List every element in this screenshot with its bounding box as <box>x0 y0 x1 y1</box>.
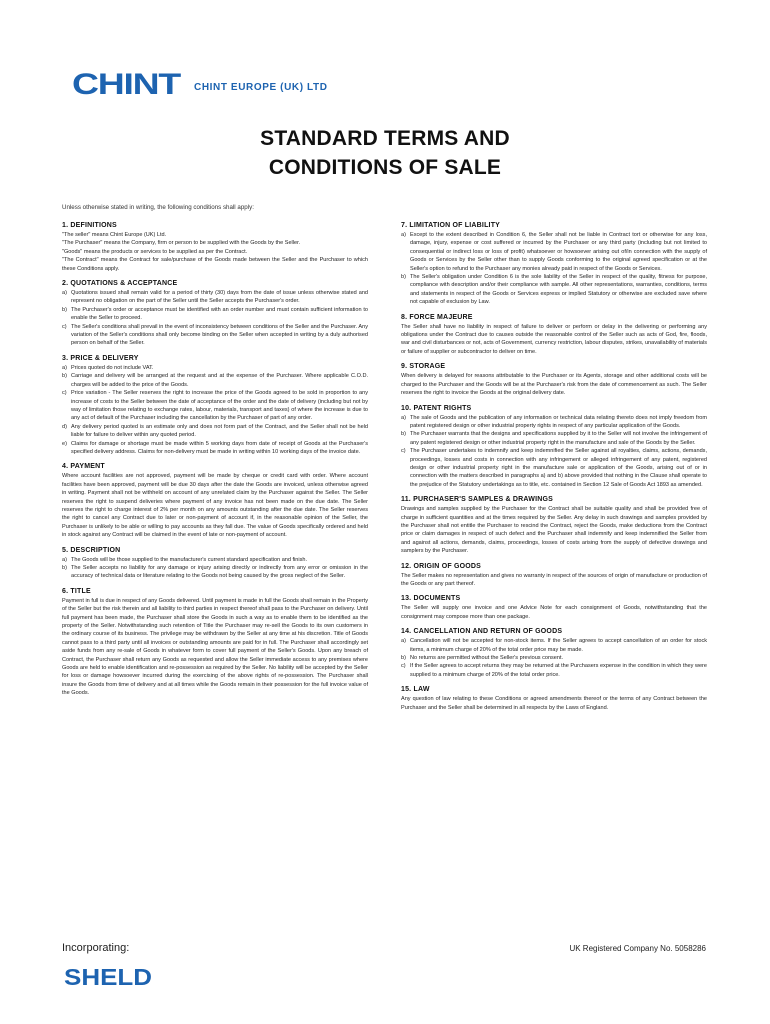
clause-section <box>62 280 368 348</box>
clause-section <box>401 595 707 621</box>
clause-list <box>401 414 707 490</box>
clause-paragraph: When delivery is delayed for reasons attributable to the Purchaser or its Agents, storage and other additional costs will be charged to the Purchaser and the Goods will be at the Purchaser's risk from the date of commencement as such. The Seller reserves the right to invoice the Goods at the original delivery date. <box>401 373 707 397</box>
clause-section <box>401 363 707 397</box>
clause-item-text: Cancellation will not be accepted for non-stock items. If the Seller agrees to accept cancellation of an order for stock items, a minimum charge of 20% of the total order price may be made. <box>410 638 707 653</box>
clause-item-marker: c) <box>401 663 406 670</box>
title-line-1: STANDARD TERMS AND <box>260 127 510 150</box>
title-line-2: CONDITIONS OF SALE <box>268 156 502 179</box>
clause-item-text: The Seller accepts no liability for any damage or injury arising directly or indirectly from any error or omission in the accuracy of technical data or literature relating to the Goods not being caused by the gross neglect of the Seller. <box>71 565 368 580</box>
clause-heading: 6. TITLE <box>62 587 91 595</box>
clause-heading: 4. PAYMENT <box>62 463 105 471</box>
registration-number: UK Registered Company No. 5058286 <box>569 944 706 953</box>
clause-heading: 10. PATENT RIGHTS <box>401 404 472 412</box>
clause-item-text: The Goods will be those supplied to the manufacturer's current standard specification and finish. <box>71 556 308 563</box>
clause-item-text: The Seller's obligation under Condition 6 is the sole liability of the Seller in respect of the quality, fitness for purpose, compliance with description and/or their compliance with sample. All other representations, warranties, conditions, terms and statements in respect of the Goods or Services express or implied Statutory or otherwise are excluded save where not capable of exclusion by Law. <box>410 274 707 306</box>
clause-section <box>401 405 707 490</box>
clause-heading: 1. DEFINITIONS <box>62 222 117 229</box>
document-title <box>0 124 770 182</box>
clause-item-marker: a) <box>62 364 67 371</box>
clause-item-text: If the Seller agrees to accept returns they may be returned at the Purchasers expense in the condition in which they were supplied to a minimum charge of 20% of the total order price. <box>410 663 707 678</box>
clause-item-text: The Seller's conditions shall prevail in the event of inconsistency between conditions of the Seller and the Purchaser. Any variation of the Seller's conditions shall only become binding on the Seller when accepted in writing by a duly authorised person on behalf of the Seller. <box>71 323 368 347</box>
page-footer <box>62 942 706 994</box>
clause-paragraph: "The Contract" means the Contract for sale/purchase of the Goods made between the Seller and the Purchaser to which these Conditions apply. <box>62 257 368 272</box>
clause-item <box>62 306 368 323</box>
clause-list <box>62 289 368 348</box>
company-name: CHINT EUROPE (UK) LTD <box>194 82 328 93</box>
page-header <box>72 68 712 104</box>
clause-section <box>401 222 707 307</box>
clause-item <box>62 423 368 440</box>
clause-item-text: Quotations issued shall remain valid for a period of thirty (30) days from the date of issue unless otherwise stated and represent no obligation on the part of the Seller until the Seller accepts the Purchaser's order. <box>71 290 368 305</box>
clause-item-marker: b) <box>62 565 67 571</box>
clause-paragraph: The Seller makes no representation and gives no warranty in respect of the sources of origin of manufacture or production of the Goods or any part thereof. <box>401 572 707 587</box>
svg-text:SHELD: SHELD <box>64 964 152 988</box>
clause-section <box>62 355 368 456</box>
clause-item-text: Except to the extent described in Condition 6, the Seller shall not be liable in Contract tort or otherwise for any loss, damage, injury, expense or cost suffered or incurred by the Purchaser or any third party (including but not limited to consequential or indirect loss or loss of profit) whatsoever or howsoever arising out of/in connection with the supply of Goods or Services by the Seller other than to supply Goods conforming to the original agreed specification or at the Seller's option to refund to the Purchaser any monies already paid in respect of the Goods or Services. <box>410 232 707 272</box>
right-column <box>401 222 707 719</box>
clause-item-text: Carriage and delivery will be arranged at the request and at the expense of the Purchaser. Where applicable C.O.D. charges will be added to the price of the Goods. <box>71 373 368 388</box>
clause-item-marker: a) <box>401 414 406 421</box>
clause-heading: 3. PRICE & DELIVERY <box>62 354 139 362</box>
clause-section <box>62 588 368 698</box>
clause-list <box>62 556 368 581</box>
clause-heading: 13. DOCUMENTS <box>401 595 461 603</box>
clause-item <box>62 323 368 348</box>
clause-item <box>401 273 707 307</box>
clause-item <box>401 231 707 273</box>
clause-item-text: The sale of Goods and the publication of any information or technical data relating thereto does not imply freedom from patent registered design or other industrial property rights in respect of any particular application of the Goods. <box>410 414 707 429</box>
clause-paragraph: Any question of law relating to these Conditions or agreed amendments thereof or the terms of any Contract between the Purchaser and the Seller shall be determined in all respects by the Laws of England. <box>401 696 707 711</box>
clause-heading: 15. LAW <box>401 686 430 694</box>
clause-section <box>401 496 707 555</box>
clause-section <box>401 563 707 589</box>
clause-section <box>62 547 368 581</box>
clause-section <box>62 463 368 539</box>
clause-item-text: Prices quoted do not include VAT. <box>71 364 154 371</box>
clause-heading: 12. ORIGIN OF GOODS <box>401 562 482 570</box>
clause-paragraph: "The Purchaser" means the Company, firm or person to be supplied with the Goods by the Seller. <box>62 240 301 247</box>
clause-heading: 2. QUOTATIONS & ACCEPTANCE <box>62 280 178 288</box>
clause-item <box>62 564 368 581</box>
clause-item <box>401 662 707 679</box>
clause-heading: 7. LIMITATION OF LIABILITY <box>401 222 501 229</box>
clause-item <box>62 289 368 306</box>
incorporating-label: Incorporating: <box>62 942 130 954</box>
clause-paragraph: "The seller" means Chint Europe (UK) Ltd. <box>62 232 167 238</box>
clause-item-marker: b) <box>62 373 67 380</box>
clause-item-marker: d) <box>62 423 67 430</box>
clause-paragraph: "Goods" means the products or services to be supplied as per the Contract. <box>62 248 248 255</box>
chint-logo <box>72 68 182 98</box>
clause-item <box>62 440 368 457</box>
clause-paragraph: The Seller will supply one invoice and one Advice Note for each consignment of Goods, notwithstanding that the consignment may compose more than one package. <box>401 605 707 620</box>
clause-heading: 9. STORAGE <box>401 363 446 371</box>
clause-heading: 5. DESCRIPTION <box>62 546 121 554</box>
clause-heading: 8. FORCE MAJEURE <box>401 313 473 321</box>
clause-paragraph: Where account facilities are not approved, payment will be made by cheque or credit card with order. Where account facilities have been approved, payment will be due 30 days after the date the Goods are invoiced, unless otherwise agreed in writing. Payment shall not be withheld on account of any unrelated claim by the Purchaser against the Seller. The Seller reserves the right to suspend deliveries where payment of any invoice has not been made on the due date. The Seller reserves the right to charge interest of 2% per month on any amounts outstanding after the due date. The Seller reserves the right to cancel any Contract due to later or non-payment of account if, in the reasonable opinion of the Seller, the Purchaser is unlikely to be able or willing to pay accounts as they fall due. The value of Goods specifically ordered and held in stock against any Contract will be claimed in the event of late or non-payment of account. <box>62 473 368 539</box>
clause-heading: 11. PURCHASER'S SAMPLES & DRAWINGS <box>401 496 553 504</box>
shield-logo <box>64 964 154 988</box>
clause-item-text: Price variation - The Seller reserves the right to increase the price of the Goods agreed to be sold in proportion to any increase of costs to the Seller between the date of acceptance of the order and the date of delivery (including but not by way of limitation those relating to exchange rates, labour, materials, transport and taxes) of where the increase is due to any act of default of the Purchaser including the cancellation by the Purchaser of part of any order. <box>71 390 368 422</box>
clause-heading: 14. CANCELLATION AND RETURN OF GOODS <box>401 628 563 636</box>
clause-section <box>401 628 707 679</box>
clause-item <box>62 389 368 423</box>
clause-item <box>401 654 707 662</box>
clause-item-marker: e) <box>62 440 67 447</box>
clause-section <box>401 686 707 712</box>
clause-item-text: No returns are permitted without the Seller's previous consent. <box>410 655 564 662</box>
clause-item-marker: c) <box>62 390 67 397</box>
clause-item <box>62 364 368 372</box>
svg-text:CHINT: CHINT <box>72 68 181 98</box>
clause-item-text: The Purchaser's order or acceptance must be identified with an order number and must contain sufficient information to enable the Seller to proceed. <box>71 306 368 322</box>
clause-item-marker: b) <box>401 274 406 281</box>
clause-item-marker: a) <box>401 638 406 645</box>
clause-paragraph: Payment in full is due in respect of any Goods delivered. Until payment is made in full the Goods shall remain in the Property of the Seller but the risk therein and all liability to third parties in respect thereof shall pass to the Purchaser on delivery. Until full payment has been made, the Purchaser shall store the Goods in such a way as to enable them to be identified as the property of the Seller. Notwithstanding such retention of Title the Purchaser may re-sell the Goods to its own customers in the ordinary course of its business. The privilege may be withdrawn by the Seller at any time at his discretion. Title of Goods cannot pass to a third party until all invoices or outstanding amounts are paid for in full. The Purchaser shall accordingly set aside funds from any re-sale of Goods in whatever form to cover full payment of the Seller's Goods. Upon any breach of Contract, the Purchaser shall return any Goods as requested and allow the Seller immediate access to any premises where Goods are held to enable identification and re-possession as required by the Seller. No liability will be accepted by the Seller for loss or damage howsoever incurred during the exercising of the above rights of re-possession. The Purchaser shall insure the Goods from time of delivery and at all times while the Goods remain in their possession for the full invoice value of the Goods. <box>62 597 368 697</box>
clause-item <box>62 556 368 564</box>
clause-item <box>62 372 368 389</box>
clause-item-marker: c) <box>62 323 67 330</box>
clause-list <box>62 364 368 456</box>
clause-item-marker: a) <box>62 556 67 563</box>
clause-item <box>401 430 707 447</box>
clause-list <box>401 231 707 307</box>
clause-list <box>401 637 707 679</box>
clause-item-marker: a) <box>62 290 67 297</box>
clause-section <box>401 314 707 357</box>
clause-item <box>401 637 707 654</box>
clause-item-marker: c) <box>401 448 406 455</box>
intro-text: Unless otherwise stated in writing, the following conditions shall apply: <box>62 204 254 211</box>
clause-item-marker: b) <box>401 431 406 438</box>
clause-item-marker: b) <box>62 306 67 313</box>
clause-paragraph: The Seller shall have no liability in respect of failure to deliver or perform or delay in the delivering or performing any obligations under the Contract due to causes outside the reasonable control of the Seller such as acts of God, fire, floods, war and civil disturbances or not, acts of Government, currency restriction, labour disputes, strikes, unavailability of materials or failure of supplier or subcontractor to deliver on time. <box>401 323 707 355</box>
clause-item-text: The Purchaser warrants that the designs and specifications supplied by it to the Seller will not involve the infringement of any patent registered design or other industrial property right in the manufacture and sale of the Goods by the Seller. <box>410 431 707 446</box>
clause-item <box>401 414 707 431</box>
clause-item-text: The Purchaser undertakes to indemnify and keep indemnified the Seller against all royalties, claims, actions, demands, proceedings, losses and costs in connection with any infringement or alleged infringement of any patent, registered design or other industrial property right in the manufacture sale or application of the Goods, arising out of or in connection with the matters described in paragraphs a) and b) above provided that nothing in the Clause shall operate to the prejudice of the Statutory undertakings as to title, etc. contained in Section 12 Sale of Goods Act 1893 as amended. <box>410 448 707 488</box>
clause-item <box>401 447 707 489</box>
clause-item-marker: b) <box>401 655 406 662</box>
clause-section <box>62 222 368 273</box>
clause-paragraph: Drawings and samples supplied by the Purchaser for the Contract shall be suitable quality and shall be provided free of charge in sufficient quantities and at the times required by the Seller. Any delay in such drawings and samples provided by the Purchaser shall not entitle the Purchaser to rescind the Contract, reject the Goods, make deductions from the Contract price or claim damages in respect of such defect and the Purchaser shall indemnify and keep indemnified the Seller from and against all actions, demands, claims, proceedings, losses of costs arising from the supply of defective drawings and samplers by the Purchaser. <box>401 506 707 555</box>
clause-item-text: Any delivery period quoted is an estimate only and does not form part of the Contract, and the Seller shall not be held liable for failure to deliver within any quoted period. <box>71 423 368 439</box>
clause-item-marker: a) <box>401 232 406 238</box>
left-column <box>62 222 368 705</box>
clause-item-text: Claims for damage or shortage must be made within 5 working days from date of receipt of Goods at the Purchaser's specified delivery address. Claims for non-delivery must be made in writing within 10 working days of the invoice date. <box>71 440 368 455</box>
